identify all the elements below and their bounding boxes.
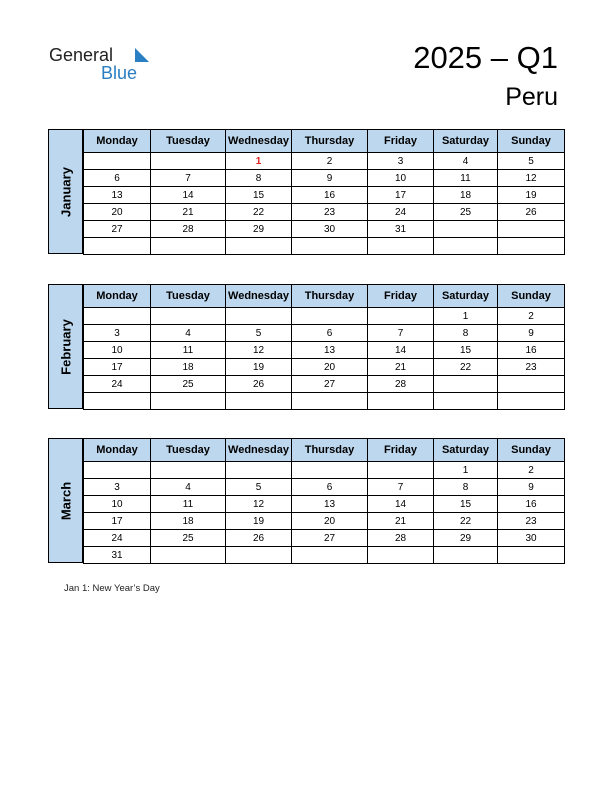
week-row <box>84 479 565 496</box>
week-row <box>84 376 565 393</box>
day-cell: 31 <box>84 547 151 564</box>
day-cell: 24 <box>84 376 151 393</box>
logo-triangle-icon <box>135 48 149 62</box>
day-cell: 13 <box>292 496 368 513</box>
day-cell <box>498 393 565 410</box>
weekday-header: Friday <box>368 130 434 153</box>
page-title: 2025 – Q1 <box>413 40 558 75</box>
day-cell: 22 <box>434 359 498 376</box>
day-cell <box>84 238 151 255</box>
day-cell: 2 <box>292 153 368 170</box>
day-cell: 3 <box>84 325 151 342</box>
day-cell: 10 <box>368 170 434 187</box>
weekday-header: Thursday <box>292 130 368 153</box>
day-cell: 27 <box>292 376 368 393</box>
month-name: March <box>58 481 73 520</box>
day-cell: 22 <box>226 204 292 221</box>
weekday-header: Thursday <box>292 285 368 308</box>
day-cell: 8 <box>434 479 498 496</box>
week-row <box>84 153 565 170</box>
day-cell <box>226 547 292 564</box>
day-cell: 13 <box>292 342 368 359</box>
day-cell: 11 <box>434 170 498 187</box>
week-row <box>84 342 565 359</box>
day-cell: 4 <box>151 325 226 342</box>
month-label-bar <box>48 129 83 254</box>
day-cell <box>498 221 565 238</box>
week-row <box>84 238 565 255</box>
day-cell <box>226 238 292 255</box>
weekday-header: Thursday <box>292 439 368 462</box>
day-cell: 26 <box>498 204 565 221</box>
day-cell <box>226 462 292 479</box>
day-cell: 2 <box>498 308 565 325</box>
day-cell: 23 <box>498 513 565 530</box>
day-cell: 17 <box>368 187 434 204</box>
day-cell: 26 <box>226 530 292 547</box>
day-cell: 15 <box>434 496 498 513</box>
day-cell <box>498 238 565 255</box>
day-cell: 15 <box>434 342 498 359</box>
day-cell: 30 <box>292 221 368 238</box>
month-march <box>48 438 564 563</box>
day-cell <box>368 462 434 479</box>
day-cell: 30 <box>498 530 565 547</box>
day-cell: 11 <box>151 496 226 513</box>
day-cell: 16 <box>292 187 368 204</box>
day-cell: 29 <box>226 221 292 238</box>
weekday-header: Saturday <box>434 285 498 308</box>
day-cell: 25 <box>151 376 226 393</box>
day-cell: 12 <box>226 496 292 513</box>
day-cell: 5 <box>226 325 292 342</box>
day-cell: 20 <box>84 204 151 221</box>
weekday-header: Sunday <box>498 285 565 308</box>
weekday-header: Friday <box>368 439 434 462</box>
week-row <box>84 221 565 238</box>
week-row <box>84 308 565 325</box>
day-cell: 26 <box>226 376 292 393</box>
day-cell: 19 <box>498 187 565 204</box>
day-cell: 28 <box>151 221 226 238</box>
day-cell: 10 <box>84 496 151 513</box>
day-cell: 18 <box>151 359 226 376</box>
day-cell: 18 <box>434 187 498 204</box>
day-cell <box>84 393 151 410</box>
day-cell: 14 <box>151 187 226 204</box>
weekday-header: Sunday <box>498 130 565 153</box>
day-cell <box>434 221 498 238</box>
day-cell <box>151 462 226 479</box>
day-cell: 24 <box>368 204 434 221</box>
day-cell: 6 <box>292 325 368 342</box>
day-cell: 17 <box>84 359 151 376</box>
day-cell: 21 <box>151 204 226 221</box>
day-cell <box>434 393 498 410</box>
day-cell <box>368 238 434 255</box>
day-cell: 3 <box>84 479 151 496</box>
day-cell <box>434 238 498 255</box>
day-cell: 1 <box>434 462 498 479</box>
day-cell: 13 <box>84 187 151 204</box>
day-cell <box>292 308 368 325</box>
month-february <box>48 284 564 409</box>
month-name: February <box>58 318 73 375</box>
day-cell <box>292 462 368 479</box>
weekday-header: Saturday <box>434 130 498 153</box>
logo <box>49 44 149 84</box>
day-cell: 12 <box>226 342 292 359</box>
day-cell: 4 <box>434 153 498 170</box>
day-cell: 17 <box>84 513 151 530</box>
day-cell: 10 <box>84 342 151 359</box>
day-cell: 18 <box>151 513 226 530</box>
day-cell: 1 <box>226 153 292 170</box>
day-cell: 31 <box>368 221 434 238</box>
logo-text-blue: Blue <box>101 63 138 83</box>
week-row <box>84 393 565 410</box>
day-cell: 16 <box>498 496 565 513</box>
day-cell: 19 <box>226 513 292 530</box>
month-january <box>48 129 564 254</box>
week-row <box>84 204 565 221</box>
day-cell: 21 <box>368 513 434 530</box>
day-cell: 19 <box>226 359 292 376</box>
day-cell <box>292 238 368 255</box>
day-cell <box>368 393 434 410</box>
week-row <box>84 187 565 204</box>
weekday-header: Tuesday <box>151 130 226 153</box>
day-cell: 27 <box>292 530 368 547</box>
week-row <box>84 325 565 342</box>
day-cell <box>368 308 434 325</box>
day-cell <box>292 547 368 564</box>
day-cell: 3 <box>368 153 434 170</box>
month-grid <box>83 284 565 410</box>
month-label-bar <box>48 438 83 563</box>
day-cell <box>498 547 565 564</box>
day-cell: 29 <box>434 530 498 547</box>
day-cell <box>151 308 226 325</box>
week-row <box>84 170 565 187</box>
day-cell: 12 <box>498 170 565 187</box>
day-cell <box>84 462 151 479</box>
day-cell: 1 <box>434 308 498 325</box>
day-cell <box>498 376 565 393</box>
day-cell: 14 <box>368 342 434 359</box>
day-cell <box>84 308 151 325</box>
day-cell <box>226 393 292 410</box>
day-cell: 6 <box>292 479 368 496</box>
day-cell: 11 <box>151 342 226 359</box>
holiday-note: Jan 1: New Year’s Day <box>64 583 160 594</box>
day-cell: 7 <box>368 325 434 342</box>
weekday-header: Saturday <box>434 439 498 462</box>
day-cell: 5 <box>226 479 292 496</box>
month-grid <box>83 438 565 564</box>
weekday-header: Friday <box>368 285 434 308</box>
logo-text-general: General <box>49 45 114 65</box>
day-cell: 7 <box>368 479 434 496</box>
weekday-header: Wednesday <box>226 285 292 308</box>
day-cell: 22 <box>434 513 498 530</box>
month-grid <box>83 129 565 255</box>
day-cell: 28 <box>368 530 434 547</box>
week-row <box>84 513 565 530</box>
week-row <box>84 359 565 376</box>
day-cell: 28 <box>368 376 434 393</box>
month-name: January <box>58 166 73 217</box>
weekday-header: Monday <box>84 439 151 462</box>
weekday-header: Tuesday <box>151 439 226 462</box>
day-cell <box>292 393 368 410</box>
day-cell <box>151 238 226 255</box>
day-cell: 6 <box>84 170 151 187</box>
day-cell: 23 <box>498 359 565 376</box>
day-cell: 9 <box>498 325 565 342</box>
month-label-bar <box>48 284 83 409</box>
week-row <box>84 496 565 513</box>
country-name: Peru <box>505 83 558 111</box>
week-row <box>84 547 565 564</box>
day-cell: 25 <box>151 530 226 547</box>
day-cell: 16 <box>498 342 565 359</box>
weekday-header: Sunday <box>498 439 565 462</box>
day-cell: 21 <box>368 359 434 376</box>
weekday-header: Wednesday <box>226 130 292 153</box>
weekday-header: Tuesday <box>151 285 226 308</box>
weekday-header: Monday <box>84 130 151 153</box>
day-cell: 9 <box>292 170 368 187</box>
day-cell: 20 <box>292 359 368 376</box>
day-cell <box>434 547 498 564</box>
day-cell <box>151 153 226 170</box>
day-cell: 8 <box>226 170 292 187</box>
day-cell: 7 <box>151 170 226 187</box>
day-cell: 25 <box>434 204 498 221</box>
week-row <box>84 530 565 547</box>
day-cell: 23 <box>292 204 368 221</box>
day-cell <box>434 376 498 393</box>
day-cell: 8 <box>434 325 498 342</box>
day-cell: 5 <box>498 153 565 170</box>
weekday-header: Monday <box>84 285 151 308</box>
day-cell <box>226 308 292 325</box>
day-cell: 24 <box>84 530 151 547</box>
day-cell <box>151 393 226 410</box>
week-row <box>84 462 565 479</box>
day-cell: 9 <box>498 479 565 496</box>
day-cell: 20 <box>292 513 368 530</box>
day-cell: 14 <box>368 496 434 513</box>
day-cell: 27 <box>84 221 151 238</box>
day-cell: 15 <box>226 187 292 204</box>
day-cell: 2 <box>498 462 565 479</box>
day-cell: 4 <box>151 479 226 496</box>
weekday-header: Wednesday <box>226 439 292 462</box>
day-cell <box>368 547 434 564</box>
day-cell <box>84 153 151 170</box>
day-cell <box>151 547 226 564</box>
